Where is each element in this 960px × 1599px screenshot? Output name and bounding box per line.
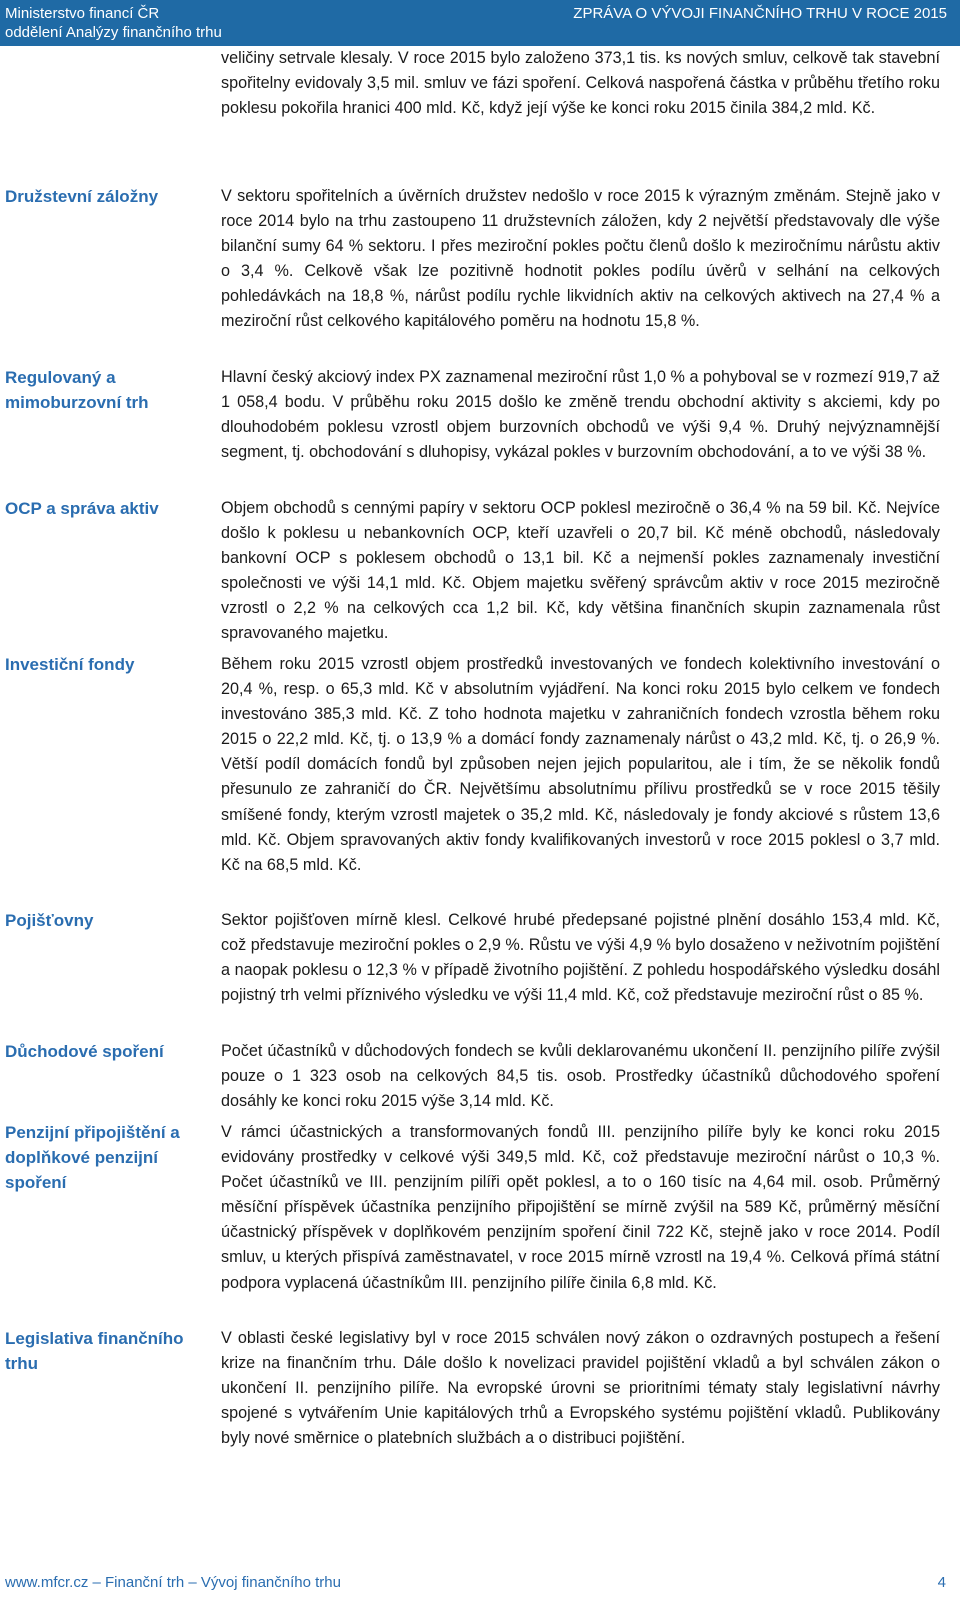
sidebar-heading-regulovany-trh: Regulovaný a mimoburzovní trh — [5, 368, 149, 412]
paragraph-druzstevni-zalozny: V sektoru spořitelních a úvěrních družstev nedošlo v roce 2015 k výrazným změnám. Stejně jako v roce 2014 bylo na trhu zastoupeno 11 družstevních záložen, kdy 2 největší představovaly dle výše bilanční sumy 64 % sektoru. I přes meziroční pokles počtu členů došlo k meziročnímu nárůstu aktiv o 3,4 %. Celkově však lze pozitivně hodnotit pokles podílu úvěrů v selhání na celkových pohledávkách na 18,8 %, nárůst podílu rychle likvidních aktiv na celkových aktivech na 27,4 % a meziroční růst celkového kapitálového poměru na hodnotu 15,8 %. — [221, 187, 940, 331]
footer-link-mfcr[interactable]: www.mfcr.cz – Finanční trh – Vývoj finančního trhu — [5, 1574, 341, 1591]
header-ministry-name: Ministerstvo financí ČR — [5, 5, 160, 22]
paragraph-regulovany-trh: Hlavní český akciový index PX zaznamenal meziroční růst 1,0 % a pohyboval se v rozmezí 919,7 až 1 058,4 bodu. V průběhu roku 2015 došlo ke změně trendu obchodní aktivity s akciemi, kdy po dlouhodobém poklesu vzrostl objem burzovních obchodů ve výši 9,4 %. Druhý nejvýznamnější segment, tj. obchodování s dluhopisy, vykázal pokles v burzovním obchodování, a to ve výši 38 %. — [221, 368, 940, 462]
sidebar-heading-ocp: OCP a správa aktiv — [5, 499, 159, 518]
sidebar-heading-pojistovny: Pojišťovny — [5, 911, 94, 930]
header-ministry — [5, 4, 222, 42]
sidebar-heading-legislativa: Legislativa finančního trhu — [5, 1329, 184, 1373]
header-department: oddělení Analýzy finančního trhu — [5, 24, 222, 41]
sidebar-heading-investicni-fondy: Investiční fondy — [5, 655, 135, 674]
paragraph-penzijni-pripojisteni: V rámci účastnických a transformovaných fondů III. penzijního pilíře byly ke konci roku 2015 evidovány prostředky v celkové výši 349,5 mld. Kč, což představuje meziroční nárůst o 10,3 %. Počet účastníků ve III. penzijním pilíři opět poklesl, a to o 160 tisíc na 4,64 mil. osob. Průměrný měsíční příspěvek účastníka penzijního připojištění se mírně zvýšil na 589 Kč, průměrný měsíční účastnický příspěvek v doplňkovém penzijním spoření činil 722 Kč, stejně jako v roce 2014. Podíl smluv, u kterých přispívá zaměstnavatel, v roce 2015 mírně vzrostl na 19,4 %. Celková přímá státní podpora vyplacená účastníkům III. penzijního pilíře činila 6,8 mld. Kč. — [221, 1123, 940, 1292]
paragraph-legislativa: V oblasti české legislativy byl v roce 2015 schválen nový zákon o ozdravných postupech a řešení krize na finančním trhu. Dále došlo k novelizaci pravidel pojištění vkladů a byl schválen zákon o ukončení II. penzijního pilíře. Na evropské úrovni se prioritními tématy staly legislativní návrhy spojené s vytvářením Unie kapitálových trhů a Evropského systému pojištění vkladů. Publikovány byly nové směrnice o platebních službách a o distribuci pojištění. — [221, 1329, 940, 1448]
page-number: 4 — [937, 1574, 946, 1591]
sidebar-heading-druzstevni-zalozny: Družstevní záložny — [5, 187, 159, 206]
sidebar-heading-duchodove-sporeni: Důchodové spoření — [5, 1042, 164, 1061]
sidebar-heading-penzijni-pripojisteni: Penzijní připojištění a doplňkové penzijní spoření — [5, 1123, 180, 1192]
paragraph-investicni-fondy: Během roku 2015 vzrostl objem prostředků investovaných ve fondech kolektivního investování o 20,4 %, resp. o 65,3 mld. Kč v absolutním vyjádření. Na konci roku 2015 bylo celkem ve fondech investováno 385,3 mld. Kč. Z toho hodnota majetku v zahraničních fondech vzrostla během roku 2015 o 22,2 mld. Kč, tj. o 13,9 % a domácí fondy zaznamenaly nárůst o 43,2 mld. Kč, tj. o 26,9 %. Větší podíl domácích fondů byl způsoben nejen jejich popularitou, ale i tím, že se několik fondů přesunulo ze zahraničí do ČR. Největšímu absolutnímu přílivu prostředků se v roce 2015 těšily smíšené fondy, kterým vzrostl majetek o 35,2 mld. Kč, následovaly je fondy akciové s růstem 13,6 mld. Kč. Objem spravovaných aktiv fondy kvalifikovaných investorů v roce 2015 poklesl o 3,7 mld. Kč na 68,5 mld. Kč. — [221, 655, 940, 874]
paragraph-pojistovny: Sektor pojišťoven mírně klesl. Celkové hrubé předepsané pojistné plnění dosáhlo 153,4 mld. Kč, což představuje meziroční pokles o 2,9 %. Růstu ve výši 4,9 % bylo dosaženo v neživotním pojištění a naopak poklesu o 12,3 % v případě životního pojištění. Z pohledu hospodářského výsledku dosáhl pojistný trh velmi příznivého výsledku ve výši 11,4 mld. Kč, což představuje meziroční růst o 85 %. — [221, 911, 940, 1005]
paragraph-stavebni-sporeni: veličiny setrvale klesaly. V roce 2015 bylo založeno 373,1 tis. ks nových smluv, celkově tak stavební spořitelny evidovaly 3,5 mil. smluv ve fázi spoření. Celková naspořená částka v průběhu třetího roku poklesu pokořila hranici 400 mld. Kč, když její výše ke konci roku 2015 činila 384,2 mld. Kč. — [221, 49, 940, 118]
header-report-title: ZPRÁVA O VÝVOJI FINANČNÍHO TRHU V ROCE 2015 — [573, 5, 947, 22]
paragraph-duchodove-sporeni: Počet účastníků v důchodových fondech se kvůli deklarovanému ukončení II. penzijního pilíře zvýšil pouze o 1 323 osob na celkových 84,5 tis. osob. Prostředky účastníků důchodového spoření dosáhly ke konci roku 2015 výše 3,14 mld. Kč. — [221, 1042, 940, 1111]
paragraph-ocp: Objem obchodů s cennými papíry v sektoru OCP poklesl meziročně o 36,4 % na 59 bil. Kč. Nejvíce došlo k poklesu u nebankovních OCP, kteří uzavřeli o 20,7 bil. Kč méně obchodů, následovaly bankovní OCP s poklesem obchodů o 13,1 bil. Kč a nejmenší pokles zaznamenaly investiční společnosti ve výši 14,1 mld. Kč. Objem majetku svěřený správcům aktiv v roce 2015 meziročně vzrostl o 2,2 % na celkových cca 1,2 bil. Kč, kdy většina finančních skupin zaznamenala růst spravovaného majetku. — [221, 499, 940, 643]
page-header — [0, 0, 960, 46]
